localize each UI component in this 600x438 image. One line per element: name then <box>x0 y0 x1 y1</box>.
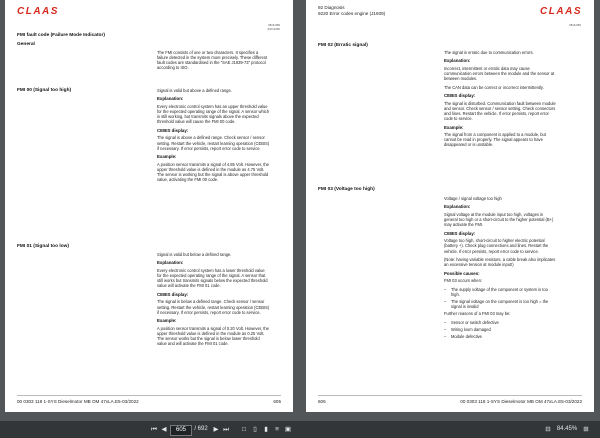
first-page-icon[interactable]: ⏮ <box>151 426 157 433</box>
document-page-left <box>5 0 293 412</box>
bullet-item: – Sensor or switch defective <box>444 320 557 325</box>
header-chapter: 92 Diagnosis <box>318 5 345 10</box>
header-section: 9220 Error codes engine (J1939) <box>318 10 386 16</box>
section-body <box>157 252 270 349</box>
zoom-in-icon[interactable]: ⊞ <box>583 426 589 433</box>
body-label: CEBIS display: <box>444 230 476 236</box>
section-body <box>157 50 270 74</box>
body-paragraph: Signal voltage at the module input too high, voltages in general too high or a short-circuit to the higher potential (B+) may activate the FMI. <box>444 212 554 228</box>
bullet-item: – The signal voltage on the component is too high = the signal is invalid <box>444 299 557 309</box>
body-paragraph: Voltage / signal voltage too high <box>444 196 502 201</box>
doc-code <box>526 24 581 28</box>
section-body <box>157 88 270 185</box>
body-paragraph: Every electronic control system has a lower threshold value for the expected operating range of the signal. A sensor that still works but transmits signals below the expected threshold value will activate the FMI 01 code. <box>157 268 268 289</box>
zoom-level[interactable]: 84.45% <box>556 426 578 432</box>
footer-doc-id: 00 0303 118 1-SYS Dieselmotor MB OM 47xLA.E5-03/2022 <box>17 399 139 404</box>
body-paragraph: (Note: having variable resistors, a cable break also implicates an excessive tension at module input!) <box>444 257 556 268</box>
bullet-item: – Module defective <box>444 334 557 339</box>
claas-logo: CLAAS <box>540 6 582 17</box>
bullet-item: – The supply voltage of the component or system is too high. <box>444 287 557 297</box>
bullet-item: – Wiring loom damaged <box>444 327 557 332</box>
scroll-view-icon[interactable]: ≡ <box>275 426 279 433</box>
section-body <box>444 50 557 151</box>
next-page-icon[interactable]: ▶ <box>213 426 219 433</box>
footer-page-number: 605 <box>273 399 281 404</box>
doc-code-line: 0816-883 <box>268 23 280 27</box>
fit-page-icon[interactable]: □ <box>242 426 246 433</box>
doc-code <box>225 24 280 31</box>
body-label: Example: <box>157 154 177 160</box>
body-paragraph: Incorrect, intermittent or erratic data may cause communication errors between the module and the sensor at between modules. <box>444 66 555 82</box>
body-paragraph: Signal is valid but above a defined range. <box>157 88 232 93</box>
zoom-out-icon[interactable]: ⊟ <box>545 426 551 433</box>
body-paragraph: FMI 03 occurs when: <box>444 278 482 284</box>
single-page-view-icon[interactable]: ▯ <box>253 426 257 433</box>
body-paragraph: Voltage too high, short-circuit to higher electric potential (battery +). Check plug connections and lines. Restart the vehicle. If error persists, report error code to service. <box>444 238 549 254</box>
section-body <box>444 196 557 341</box>
body-label: Example: <box>444 124 464 130</box>
section-heading: FMI 03 (Voltage too high) <box>318 187 375 192</box>
section-subheading: General <box>17 42 35 47</box>
body-paragraph: The signal is below a defined range. Check sensor / sensor setting. Restart the vehicle, restart learning operation (CEBIS) if necessary. If error persists, report error code to service. <box>157 299 270 315</box>
doc-code-line: 0816-883 <box>569 23 581 27</box>
footer-divider <box>318 395 582 396</box>
body-label: CEBIS display: <box>157 291 189 297</box>
footer-doc-id: 00 0303 118 1-SYS Dieselmotor MB OM 47xLA.E5-03/2022 <box>460 399 582 404</box>
last-page-icon[interactable]: ⏭ <box>223 426 229 433</box>
section-heading: FMI 00 (Signal too high) <box>17 88 72 93</box>
body-label: Explanation: <box>157 96 184 102</box>
body-paragraph: Further reasons of a FMI 03 may be: <box>444 311 511 317</box>
claas-logo: CLAAS <box>17 6 59 17</box>
previous-page-icon[interactable]: ◀ <box>161 426 167 433</box>
body-paragraph: A position sensor transmits a signal of 4.85 Volt. However, the upper threshold value is defined in the module as 4.75 Volt. The sensor is working but the signal is above upper threshold value, activating the FMI 00 code. <box>157 161 269 182</box>
body-paragraph: The signal from a component is applied to a module, but cannot be read in properly. The signal appears to have disappeared or is unstable. <box>444 132 546 148</box>
body-label: Example: <box>157 318 177 324</box>
toggle-view-icon[interactable]: ▣ <box>284 426 292 433</box>
body-label: Possible causes: <box>444 270 480 276</box>
body-paragraph: Signal is valid but below a defined range. <box>157 252 232 257</box>
body-paragraph: A position sensor transmits a signal of 0.20 Volt. However, the upper threshold value is defined in the module as 0.25 Volt. The sensor works but the signal is below lower threshold value and will activate the FMI 01 code. <box>157 325 269 346</box>
body-paragraph: The signal is disturbed. Communication fault between module and sensor. Check sensor / sensor setting. Check connectors and lines. Restart the vehicle. If error persists, report error code to service. <box>444 100 556 122</box>
two-page-view-icon[interactable]: ▮ <box>264 426 268 433</box>
document-page-right <box>306 0 594 412</box>
footer-page-number: 606 <box>318 399 326 404</box>
body-paragraph: The signal is above a defined range. Check sensor / sensor setting. Restart the vehicle, restart learning operation (CEBIS) if necessary. If error persists, report error code to service. <box>157 135 270 151</box>
body-label: Explanation: <box>157 260 184 266</box>
body-label: Explanation: <box>444 58 471 64</box>
section-heading: FMI 01 (Signal too low) <box>17 244 69 249</box>
body-label: CEBIS display: <box>157 127 189 133</box>
doc-code-line: ZAK/1082 <box>267 26 280 31</box>
total-pages-label: / 692 <box>194 426 208 432</box>
pdf-toolbar <box>0 421 600 438</box>
footer-divider <box>17 395 281 396</box>
body-label: Explanation: <box>444 204 471 210</box>
running-header <box>318 5 385 16</box>
body-paragraph: The signal is erratic due to communication errors. <box>444 50 534 55</box>
body-paragraph: Every electronic control system has an upper threshold value for the expected operating range of the signal. A sensor which is still working, but transmits signals above the expected threshold value will cause the FMI 00 code. <box>157 104 269 125</box>
body-paragraph: The FMI consists of one or two characters. It specifies a failure detected in the system more precisely. These different fault codes are standardised in the "SAE J1939-73" protocol according to ISO. <box>157 50 268 71</box>
body-label: CEBIS display: <box>444 93 476 99</box>
body-paragraph: The CAN data can be correct or incorrect intermittently. <box>444 84 544 90</box>
page-number-input[interactable]: 605 <box>170 425 192 436</box>
section-heading: FMI 02 (Erratic signal) <box>318 43 368 48</box>
section-heading: FMI fault code (Failure Mode Indicator) <box>17 33 105 38</box>
